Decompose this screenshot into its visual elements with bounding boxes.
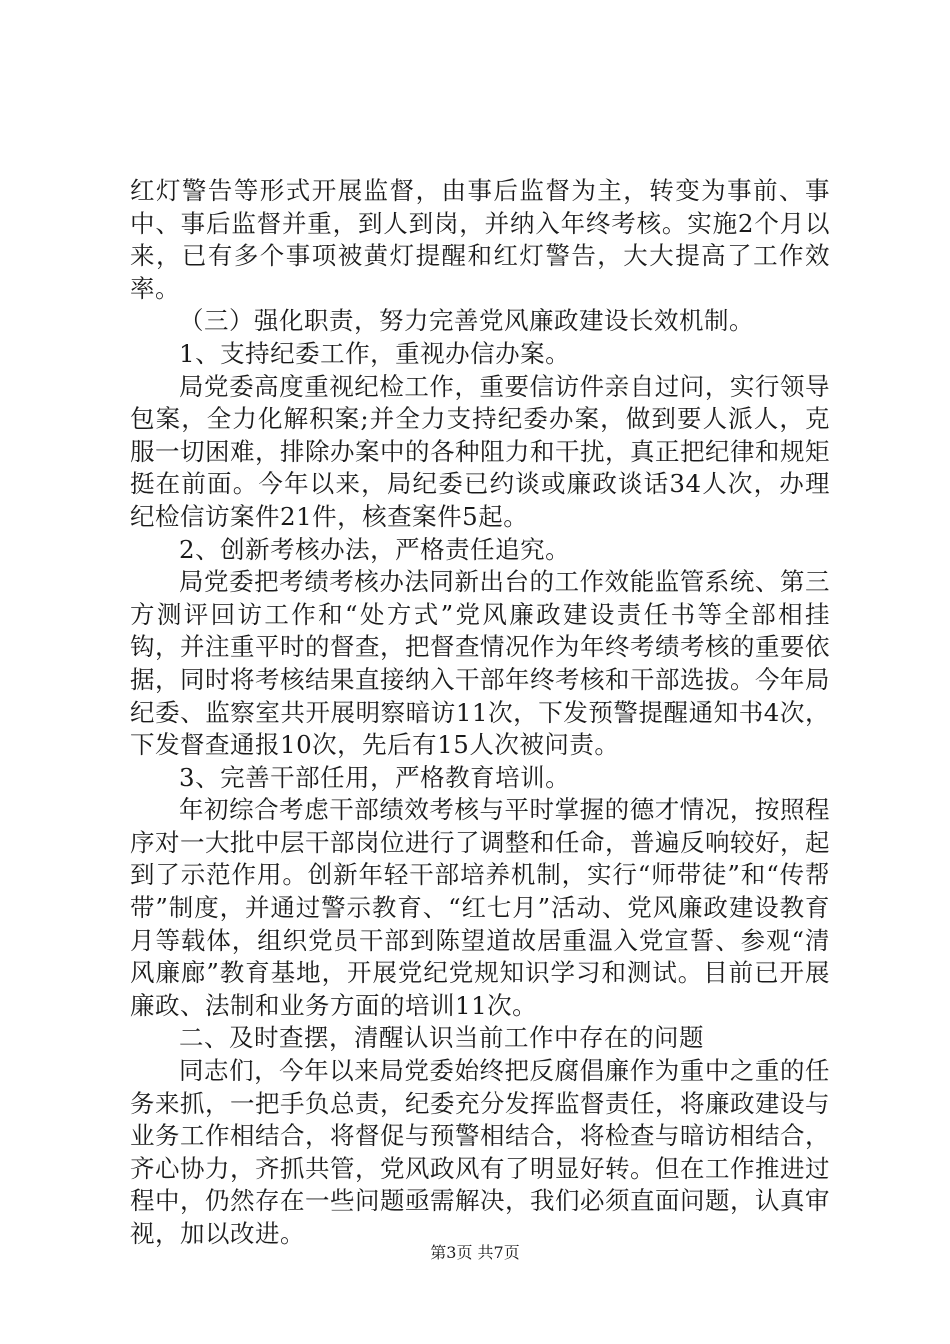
paragraph-8: 年初综合考虑干部绩效考核与平时掌握的德才情况，按照程序对一大批中层干部岗位进行了调整和任命，普遍反响较好，起到了示范作用。创新年轻干部培养机制，实行“师带徒”和“传帮带”制度，并通过警示教育、“红七月”活动、党风廉政建设教育月等载体，组织党员干部到陈望道故居重温入党宣誓、参观“清风廉廊”教育基地，开展党纪党规知识学习和测试。目前已开展廉政、法制和业务方面的培训11次。 [130, 795, 830, 1020]
page-number-footer: 第3页 共7页 [430, 1243, 520, 1262]
subheading-1: 1、支持纪委工作，重视办信办案。 [179, 338, 571, 368]
paragraph-6: 局党委把考绩考核办法同新出台的工作效能监管系统、第三方测评回访工作和“处方式”党风廉政建设责任书等全部相挂钩，并注重平时的督查，把督查情况作为年终考绩考核的重要依据，同时将考核结果直接纳入干部年终考核和干部选拔。今年局纪委、监察室共开展明察暗访11次，下发预警提醒通知书4次，下发督查通报10次，先后有15人次被问责。 [130, 567, 830, 760]
paragraph-1: 红灯警告等形式开展监督，由事后监督为主，转变为事前、事中、事后监督并重，到人到岗，并纳入年终考核。实施2个月以来，已有多个事项被黄灯提醒和红灯警告，大大提高了工作效率。 [130, 176, 830, 303]
subheading-3: 3、完善干部任用，严格教育培训。 [179, 762, 571, 792]
section-heading-3: （三）强化职责，努力完善党风廉政建设长效机制。 [179, 306, 754, 336]
paragraph-4: 局党委高度重视纪检工作，重要信访件亲自过问，实行领导包案，全力化解积案;并全力支持纪委办案，做到要人派人，克服一切困难，排除办案中的各种阻力和干扰，真正把纪律和规矩挺在前面。今年以来，局纪委已约谈或廉政谈话34人次，办理纪检信访案件21件，核查案件5起。 [130, 371, 830, 531]
document-body [130, 175, 830, 1251]
subheading-2: 2、创新考核办法，严格责任追究。 [179, 534, 571, 564]
paragraph-10: 同志们，今年以来局党委始终把反腐倡廉作为重中之重的任务来抓，一把手负总责，纪委充分发挥监督责任，将廉政建设与业务工作相结合，将督促与预警相结合，将检查与暗访相结合，齐心协力，齐抓共管，党风政风有了明显好转。但在工作推进过程中，仍然存在一些问题亟需解决，我们必须直面问题，认真审视，加以改进。 [130, 1056, 830, 1248]
section-heading-2: 二、及时查摆，清醒认识当前工作中存在的问题 [179, 1023, 704, 1053]
